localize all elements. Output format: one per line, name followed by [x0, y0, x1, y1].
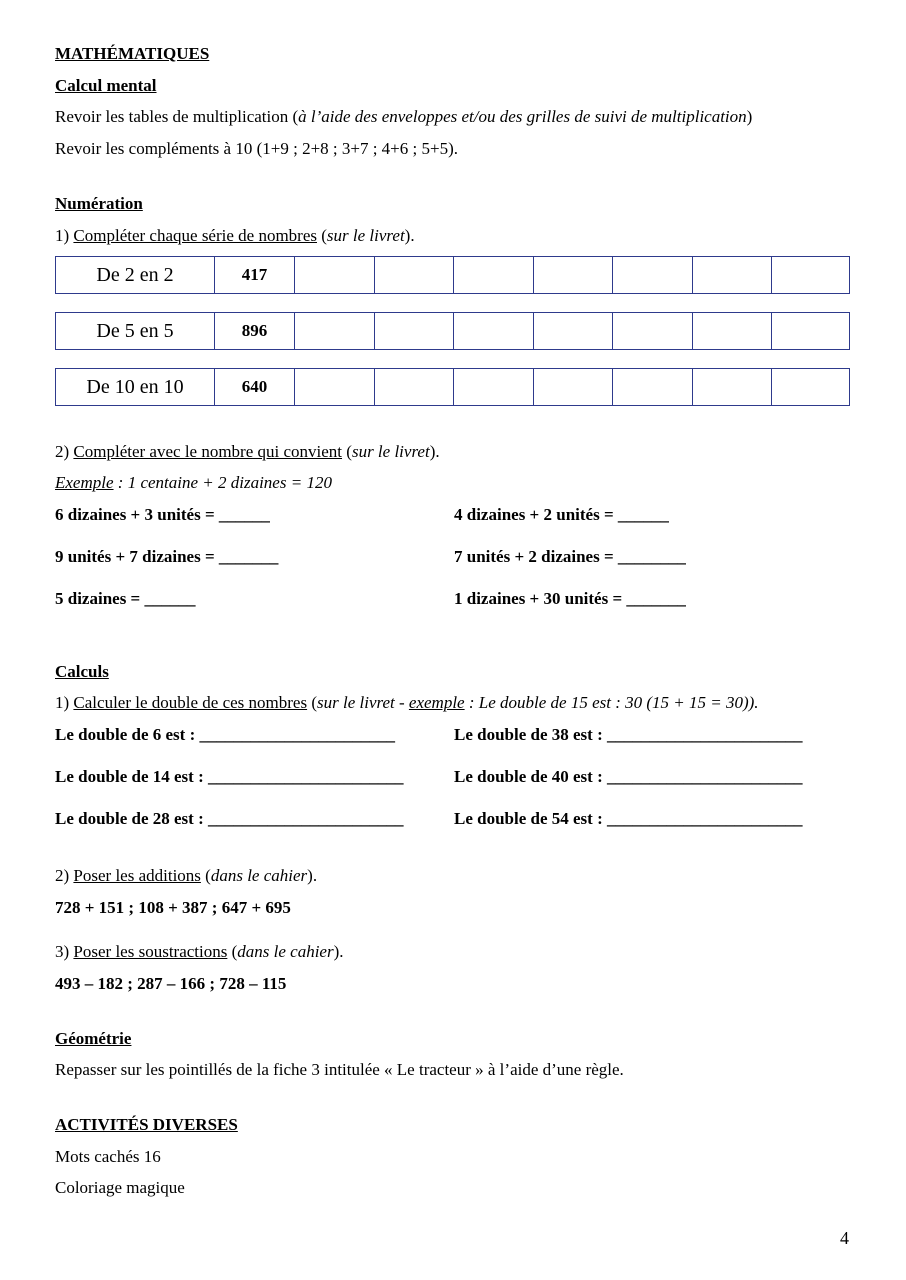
- geometrie-heading: Géométrie: [55, 1029, 132, 1048]
- series-start-value: 640: [214, 369, 294, 405]
- exercise-item: 4 dizaines + 2 unités = ______: [454, 505, 669, 524]
- subtractions-list: 493 – 182 ; 287 – 166 ; 728 – 115: [55, 974, 287, 993]
- series-blank-cell: [453, 369, 533, 405]
- activites-heading: ACTIVITÉS DIVERSES: [55, 1115, 238, 1134]
- double-item: Le double de 14 est : _______________________: [55, 767, 404, 786]
- series-blank-cell: [374, 257, 454, 293]
- series-blank-cell: [771, 313, 849, 349]
- series-label: De 10 en 10: [86, 375, 184, 398]
- numeration-example: Exemple : 1 centaine + 2 dizaines = 120: [55, 473, 332, 492]
- series-blank-cell: [533, 257, 613, 293]
- numeration-question-2: 2) Compléter avec le nombre qui convient (sur le livret).: [55, 442, 440, 461]
- series-blank-cell: [771, 257, 849, 293]
- series-blank-cell: [612, 369, 692, 405]
- series-blank-cell: [374, 313, 454, 349]
- number-series-row: [55, 312, 850, 350]
- series-blank-cell: [294, 313, 374, 349]
- numeration-heading: Numération: [55, 194, 143, 213]
- series-blank-cell: [771, 369, 849, 405]
- series-blank-cell: [533, 313, 613, 349]
- calculs-question-3: 3) Poser les soustractions (dans le cahier).: [55, 942, 344, 961]
- activity-item: Coloriage magique: [55, 1178, 185, 1197]
- page-title: MATHÉMATIQUES: [55, 44, 210, 63]
- series-start-value: 896: [214, 313, 294, 349]
- double-item: Le double de 6 est : _______________________: [55, 725, 395, 744]
- page-number: 4: [840, 1228, 849, 1248]
- exercise-item: 5 dizaines = ______: [55, 589, 196, 608]
- series-blank-cell: [692, 257, 772, 293]
- series-blank-cell: [453, 257, 533, 293]
- series-label: De 5 en 5: [96, 319, 174, 342]
- calculs-question-2: 2) Poser les additions (dans le cahier).: [55, 866, 318, 885]
- numeration-question-1: 1) Compléter chaque série de nombres (sur le livret).: [55, 226, 415, 245]
- number-series-row: [55, 368, 850, 406]
- series-blank-cell: [374, 369, 454, 405]
- double-item: Le double de 38 est : _______________________: [454, 725, 803, 744]
- series-label: De 2 en 2: [96, 263, 174, 286]
- double-item: Le double de 54 est : _______________________: [454, 809, 803, 828]
- series-start-value: 417: [214, 257, 294, 293]
- exercise-item: 6 dizaines + 3 unités = ______: [55, 505, 270, 524]
- activity-item: Mots cachés 16: [55, 1147, 161, 1166]
- series-blank-cell: [294, 257, 374, 293]
- calcul-mental-heading: Calcul mental: [55, 76, 157, 95]
- exercise-item: 9 unités + 7 dizaines = _______: [55, 547, 279, 566]
- exercise-item: 1 dizaines + 30 unités = _______: [454, 589, 686, 608]
- series-blank-cell: [692, 313, 772, 349]
- exercise-item: 7 unités + 2 dizaines = ________: [454, 547, 686, 566]
- calculs-question-1: 1) Calculer le double de ces nombres (sur le livret - exemple : Le double de 15 est : 30 (15 + 15 = 30)).: [55, 693, 759, 712]
- series-blank-cell: [612, 313, 692, 349]
- number-series-row: [55, 256, 850, 294]
- series-blank-cell: [294, 369, 374, 405]
- double-item: Le double de 40 est : _______________________: [454, 767, 803, 786]
- additions-list: 728 + 151 ; 108 + 387 ; 647 + 695: [55, 898, 291, 917]
- calculs-heading: Calculs: [55, 662, 109, 681]
- calcul-mental-line-1: Revoir les tables de multiplication (à l’aide des enveloppes et/ou des grilles de suivi de multiplication): [55, 107, 753, 126]
- geometrie-text: Repasser sur les pointillés de la fiche 3 intitulée « Le tracteur » à l’aide d’une règle.: [55, 1060, 624, 1079]
- series-blank-cell: [612, 257, 692, 293]
- series-blank-cell: [692, 369, 772, 405]
- calcul-mental-line-2: Revoir les compléments à 10 (1+9 ; 2+8 ; 3+7 ; 4+6 ; 5+5).: [55, 139, 458, 158]
- double-item: Le double de 28 est : _______________________: [55, 809, 404, 828]
- series-blank-cell: [453, 313, 533, 349]
- series-blank-cell: [533, 369, 613, 405]
